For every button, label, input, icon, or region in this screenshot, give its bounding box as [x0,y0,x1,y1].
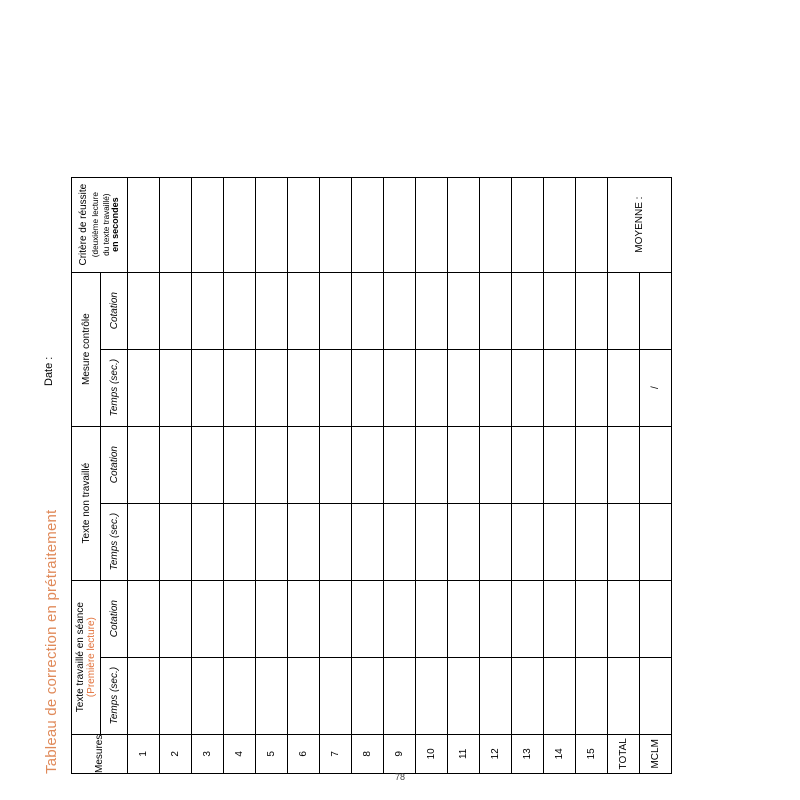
cell-temps-3[interactable] [544,349,576,426]
row-label: 8 [352,734,384,773]
cell-cotation-2[interactable] [480,426,512,503]
header-group-label-3: Mesure contrôle [80,313,92,385]
cell-temps-3[interactable] [256,349,288,426]
cell-critere[interactable] [160,177,192,272]
header-col-cotation-2: Cotation [101,426,128,503]
cell-cotation-3[interactable] [576,272,608,349]
cell-cotation-2[interactable] [320,426,352,503]
header-mesures: Mesures [72,734,128,773]
cell-total-temps-3[interactable] [608,349,640,426]
cell-temps-1[interactable] [576,657,608,734]
cell-temps-3[interactable] [224,349,256,426]
table-row [224,177,256,773]
cell-cotation-3[interactable] [352,272,384,349]
row-label: 4 [224,734,256,773]
cell-cotation-2[interactable] [192,426,224,503]
cell-critere[interactable] [544,177,576,272]
cell-cotation-2[interactable] [224,426,256,503]
header-group-texte-non-travaille [72,426,101,580]
cell-cotation-2[interactable] [288,426,320,503]
table-row [576,177,608,773]
landscape-content [35,20,765,780]
header-group-texte-travaille [72,580,101,734]
cell-cotation-1[interactable] [448,580,480,657]
cell-critere[interactable] [512,177,544,272]
cell-critere[interactable] [480,177,512,272]
cell-cotation-2[interactable] [448,426,480,503]
cell-mclm-temps-1[interactable] [640,657,672,734]
header-group-label-2: Texte non travaillé [80,462,92,544]
cell-temps-2[interactable] [224,503,256,580]
table-row [288,177,320,773]
cell-mclm-cotation-3[interactable] [640,272,672,349]
cell-mclm-cotation-1[interactable] [640,580,672,657]
date-field-label: Date : [43,356,55,386]
cell-mclm-control-slash[interactable]: / [640,349,672,426]
cell-temps-3[interactable] [352,349,384,426]
table-row [512,177,544,773]
cell-temps-1[interactable] [480,657,512,734]
cell-temps-1[interactable] [192,657,224,734]
row-label: 13 [512,734,544,773]
cell-cotation-1[interactable] [320,580,352,657]
cell-moyenne-label: MOYENNE : [608,177,672,272]
cell-temps-1[interactable] [320,657,352,734]
cell-temps-2[interactable] [576,503,608,580]
cell-temps-3[interactable] [416,349,448,426]
cell-temps-2[interactable] [320,503,352,580]
cell-mclm-cotation-2[interactable] [640,426,672,503]
cell-temps-2[interactable] [192,503,224,580]
cell-temps-2[interactable] [384,503,416,580]
cell-temps-3[interactable] [576,349,608,426]
cell-temps-2[interactable] [288,503,320,580]
cell-cotation-2[interactable] [256,426,288,503]
cell-critere[interactable] [288,177,320,272]
critere-note-line1: (deuxième lecture [91,192,101,258]
row-label: 9 [384,734,416,773]
header-col-temps-1: Temps (sec.) [101,657,128,734]
cell-temps-3[interactable] [128,349,160,426]
table-row [320,177,352,773]
table-row [416,177,448,773]
row-label: 15 [576,734,608,773]
cell-cotation-3[interactable] [384,272,416,349]
cell-cotation-1[interactable] [128,580,160,657]
cell-temps-1[interactable] [352,657,384,734]
cell-cotation-1[interactable] [192,580,224,657]
cell-temps-1[interactable] [512,657,544,734]
cell-cotation-1[interactable] [416,580,448,657]
cell-cotation-3[interactable] [480,272,512,349]
row-label: 7 [320,734,352,773]
cell-total-cotation-1[interactable] [608,580,640,657]
cell-temps-2[interactable] [160,503,192,580]
cell-cotation-1[interactable] [384,580,416,657]
cell-cotation-1[interactable] [544,580,576,657]
cell-cotation-3[interactable] [224,272,256,349]
cell-critere[interactable] [320,177,352,272]
row-label: 6 [288,734,320,773]
table-row [128,177,160,773]
cell-temps-3[interactable] [160,349,192,426]
cell-cotation-3[interactable] [320,272,352,349]
cell-critere[interactable] [256,177,288,272]
cell-temps-2[interactable] [256,503,288,580]
header-group-mesure-controle [72,272,101,426]
correction-table [71,177,672,774]
cell-temps-1[interactable] [128,657,160,734]
page-title: Tableau de correction en prétraitement [43,509,60,774]
cell-critere[interactable] [192,177,224,272]
table-row-total [608,177,640,773]
table-row [256,177,288,773]
cell-temps-3[interactable] [320,349,352,426]
table-row [384,177,416,773]
cell-cotation-1[interactable] [352,580,384,657]
cell-temps-2[interactable] [512,503,544,580]
cell-critere[interactable] [448,177,480,272]
cell-cotation-1[interactable] [256,580,288,657]
header-critere-reussite [72,177,128,272]
row-label-mclm: MCLM [640,734,672,773]
cell-temps-3[interactable] [512,349,544,426]
cell-total-temps-2[interactable] [608,503,640,580]
cell-cotation-3[interactable] [288,272,320,349]
cell-temps-1[interactable] [448,657,480,734]
cell-temps-1[interactable] [288,657,320,734]
cell-critere[interactable] [384,177,416,272]
cell-temps-1[interactable] [544,657,576,734]
row-label: 2 [160,734,192,773]
cell-cotation-2[interactable] [160,426,192,503]
cell-cotation-3[interactable] [192,272,224,349]
table-row [352,177,384,773]
cell-total-cotation-3[interactable] [608,272,640,349]
cell-cotation-3[interactable] [128,272,160,349]
cell-temps-2[interactable] [544,503,576,580]
cell-critere[interactable] [128,177,160,272]
cell-temps-3[interactable] [192,349,224,426]
cell-critere[interactable] [224,177,256,272]
cell-critere[interactable] [352,177,384,272]
header-group-sublabel-1: (Première lecture) [86,617,97,698]
cell-temps-2[interactable] [352,503,384,580]
header-col-temps-2: Temps (sec.) [101,503,128,580]
cell-cotation-1[interactable] [576,580,608,657]
cell-total-temps-1[interactable] [608,657,640,734]
table-row [448,177,480,773]
row-label-total: TOTAL [608,734,640,773]
cell-temps-1[interactable] [384,657,416,734]
table-row [480,177,512,773]
cell-cotation-3[interactable] [512,272,544,349]
header-group-label-1: Texte travaillé en séance [75,602,86,713]
cell-cotation-1[interactable] [512,580,544,657]
cell-temps-3[interactable] [384,349,416,426]
cell-cotation-2[interactable] [384,426,416,503]
cell-critere[interactable] [576,177,608,272]
cell-temps-1[interactable] [224,657,256,734]
cell-temps-3[interactable] [288,349,320,426]
row-label: 12 [480,734,512,773]
table-row [192,177,224,773]
critere-title-line1: Critère de [77,221,89,266]
cell-cotation-1[interactable] [160,580,192,657]
critere-note-bold: en secondes [110,197,121,252]
table-row [160,177,192,773]
cell-temps-1[interactable] [256,657,288,734]
cell-cotation-3[interactable] [256,272,288,349]
cell-temps-2[interactable] [480,503,512,580]
cell-cotation-2[interactable] [544,426,576,503]
cell-cotation-2[interactable] [352,426,384,503]
cell-total-cotation-2[interactable] [608,426,640,503]
cell-critere[interactable] [416,177,448,272]
cell-temps-2[interactable] [448,503,480,580]
cell-temps-2[interactable] [128,503,160,580]
row-label: 1 [128,734,160,773]
page-number: 78 [394,772,405,782]
row-label: 5 [256,734,288,773]
header-col-temps-3: Temps (sec.) [101,349,128,426]
row-label: 10 [416,734,448,773]
cell-cotation-2[interactable] [512,426,544,503]
cell-cotation-1[interactable] [480,580,512,657]
cell-cotation-2[interactable] [416,426,448,503]
cell-temps-2[interactable] [416,503,448,580]
row-label: 11 [448,734,480,773]
cell-temps-1[interactable] [416,657,448,734]
cell-cotation-2[interactable] [576,426,608,503]
header-col-cotation-1: Cotation [101,580,128,657]
cell-temps-3[interactable] [448,349,480,426]
header-col-cotation-3: Cotation [101,272,128,349]
cell-cotation-3[interactable] [544,272,576,349]
cell-cotation-1[interactable] [288,580,320,657]
cell-cotation-1[interactable] [224,580,256,657]
row-label: 3 [192,734,224,773]
cell-temps-3[interactable] [480,349,512,426]
cell-mclm-temps-2[interactable] [640,503,672,580]
cell-cotation-3[interactable] [160,272,192,349]
cell-cotation-2[interactable] [128,426,160,503]
cell-cotation-3[interactable] [416,272,448,349]
cell-temps-1[interactable] [160,657,192,734]
table-row [544,177,576,773]
cell-cotation-3[interactable] [448,272,480,349]
critere-note-line2: du texte travaillé) [102,193,112,256]
row-label: 14 [544,734,576,773]
critere-title-line2: réussite [77,183,89,219]
